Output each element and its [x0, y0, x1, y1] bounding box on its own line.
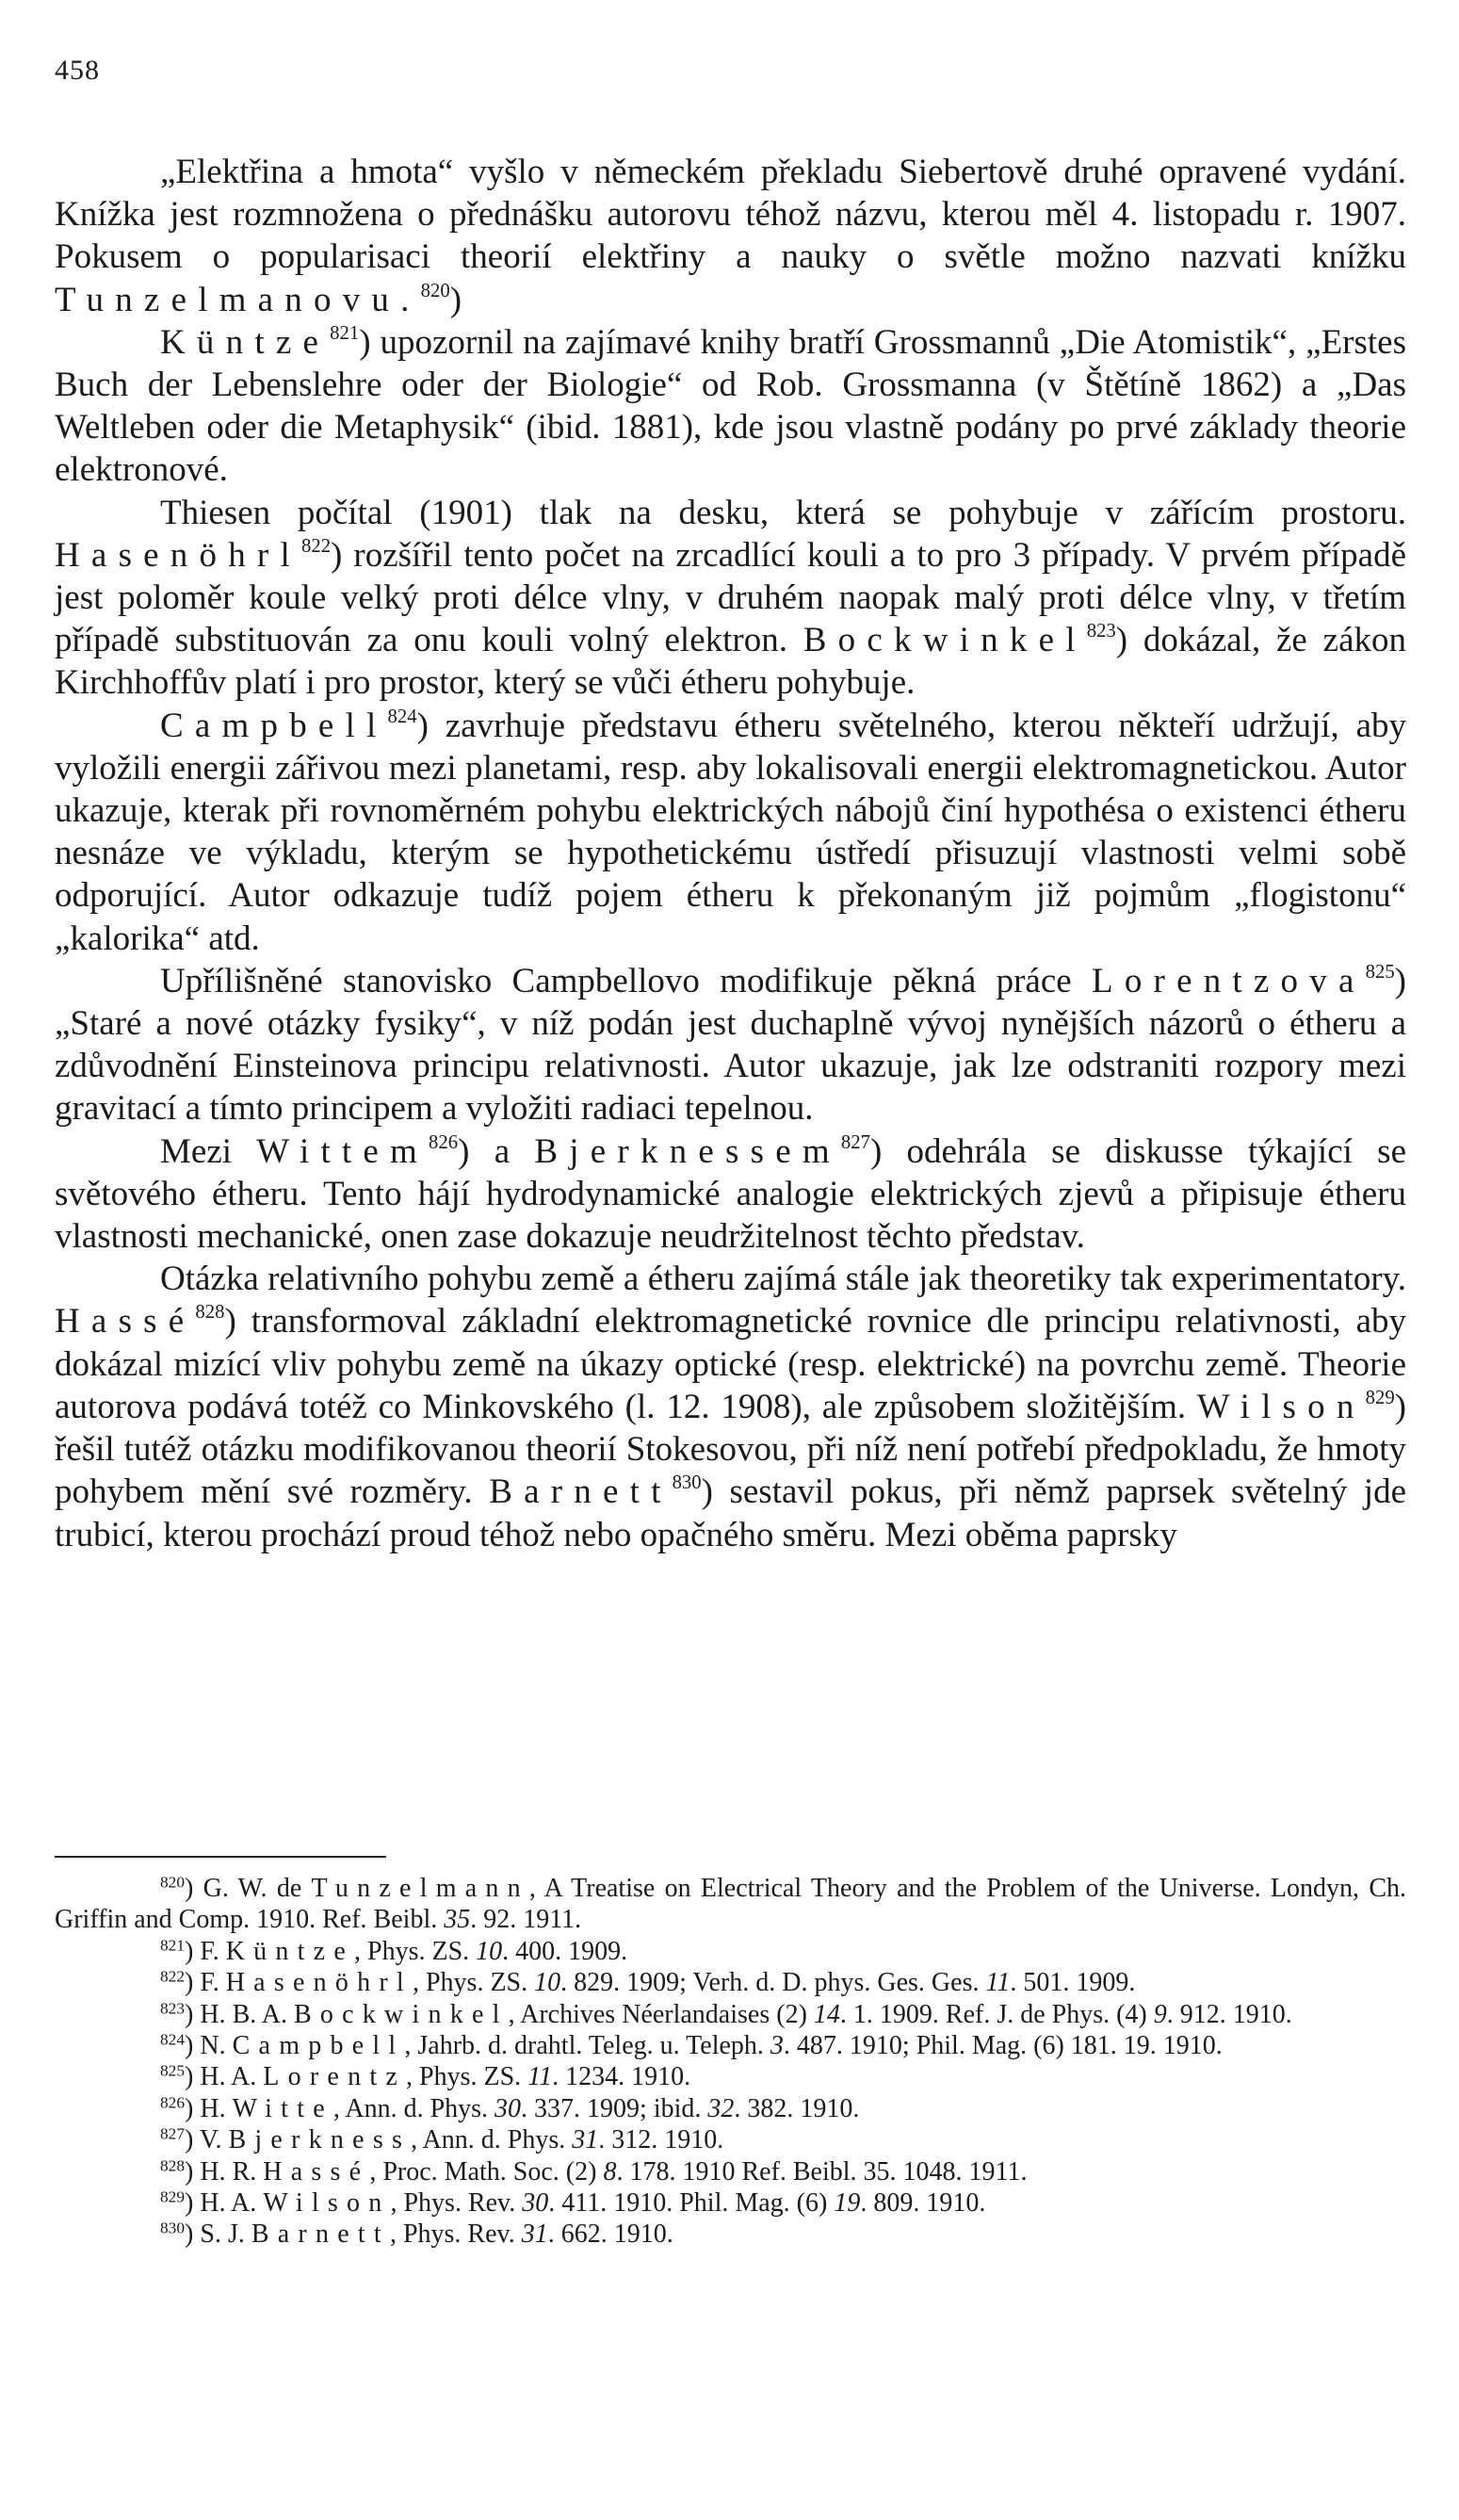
- footnote-paren: ): [185, 1874, 203, 1903]
- text-run: , Phys. Rev.: [390, 2188, 523, 2219]
- footnote-824: [55, 2030, 1406, 2061]
- text-run: . 809. 1910.: [860, 2188, 986, 2219]
- text-run: , Phys. ZS.: [406, 2062, 528, 2092]
- footnote-822: [55, 1967, 1406, 1998]
- text-run: . 912. 1910.: [1166, 1999, 1292, 2029]
- footnote-paren: ): [185, 2031, 201, 2061]
- spaced-author-name: Wilson: [263, 2188, 391, 2219]
- text-run: . 178. 1910 Ref. Beibl. 35. 1048. 1911.: [616, 2156, 1028, 2187]
- paragraph-p6: [55, 1130, 1406, 1259]
- footnote-ref: 822: [300, 535, 332, 557]
- paragraph-p4: [55, 705, 1406, 960]
- text-run: . 92. 1911.: [470, 1905, 582, 1935]
- footnote-ref: 829: [1365, 1387, 1395, 1408]
- text-run: ) řešil tutéž otázku modifikovanou theorií Stokesovou, při níž není potřebí předpokladu, že hmoty pohybem mění své rozměry.: [55, 1387, 1406, 1512]
- text-run: , A Treatise on Electrical Theory and the Problem of the Universe. Londyn, Ch. Griffin and Comp. 1910. Ref. Beibl.: [55, 1874, 1407, 1935]
- footnote-number: [160, 1874, 203, 1903]
- paragraph-p2: [55, 321, 1406, 492]
- text-run: ) transformoval základní elektromagnetické rovnice dle principu relativnosti, aby dokázal mizící vliv pohybu země na úkazy optické (resp. elektrické) na povrchu země. Theorie autorova podává totéž co Minkovského (l. 12. 1908), ale způsobem složitějším.: [55, 1302, 1406, 1426]
- text-run: , Phys. ZS.: [354, 1936, 477, 1966]
- text-run: . 662. 1910.: [547, 2219, 673, 2250]
- volume-number: 10: [476, 1936, 503, 1966]
- text-run: . 1234. 1910.: [552, 2062, 691, 2092]
- text-run: , Jahrb. d. drahtl. Teleg. u. Teleph.: [404, 2031, 770, 2061]
- text-run: , Archives Néerlandaises (2): [508, 1999, 814, 2029]
- text-run: G. W. de: [203, 1874, 312, 1903]
- footnote-number-sup: 820: [160, 1873, 186, 1892]
- volume-number: 11: [527, 2062, 553, 2092]
- text-run: . 337. 1909; ibid.: [521, 2093, 708, 2123]
- text-run: S. J.: [200, 2219, 251, 2250]
- volume-number: 3: [770, 2031, 784, 2061]
- text-run: . 501. 1909.: [1010, 1968, 1136, 1998]
- text-run: ) „Staré a nové otázky fysiky“, v níž podán jest duchaplně vývoj nynějších názorů o étheru a zdůvodnění Einsteinova principu relativnosti. Autor ukazuje, jak lze odstraniti rozpory mezi gravitací a tímto principem a vyložiti radiaci tepelnou.: [55, 961, 1406, 1129]
- text-run: . 1. 1909. Ref. J. de Phys. (4): [839, 1999, 1154, 2029]
- text-run: , Proc. Math. Soc. (2): [369, 2156, 604, 2187]
- footnote-829: [55, 2187, 1406, 2219]
- spaced-author-name: Hassé: [55, 1302, 196, 1341]
- spaced-author-name: Barnett: [251, 2219, 390, 2250]
- footnote-ref: 821: [330, 322, 360, 344]
- page-number: 458: [55, 55, 100, 86]
- volume-number: 31: [572, 2125, 599, 2155]
- spaced-author-name: Campbell: [160, 706, 388, 745]
- footnote-ref: 827: [840, 1131, 870, 1153]
- text-run: N.: [200, 2031, 233, 2061]
- footnote-number: [160, 2094, 200, 2123]
- footnote-823: [55, 1999, 1406, 2030]
- footnote-paren: ): [185, 2188, 201, 2219]
- spaced-author-name: Küntze: [160, 322, 331, 362]
- spaced-author-name: Witte: [232, 2093, 333, 2123]
- paragraph-p7: [55, 1258, 1406, 1555]
- text-run: Upřílišněné stanovisko Campbellovo modifikuje pěkná práce: [160, 961, 1093, 1000]
- volume-number: 10: [534, 1968, 561, 1998]
- text-run: ) a: [458, 1131, 535, 1171]
- volume-number: 11: [985, 1968, 1011, 1998]
- text-run: , Ann. d. Phys.: [332, 2093, 495, 2123]
- text-run: ) sestavil pokus, při němž paprsek světelný jde trubicí, kterou prochází proud téhož nebo opačného směru. Mezi oběma paprsky: [55, 1472, 1406, 1554]
- text-run: H. A.: [200, 2188, 264, 2219]
- footnote-number-sup: 821: [160, 1936, 186, 1955]
- footnote-ref: 826: [429, 1131, 459, 1153]
- text-run: V.: [199, 2125, 229, 2155]
- spaced-author-name: Hassé: [263, 2156, 370, 2187]
- footnote-ref: 830: [672, 1472, 702, 1494]
- spaced-author-name: Hasenöhrl: [55, 535, 301, 575]
- volume-number: 30: [494, 2093, 522, 2123]
- footnote-number: [160, 2125, 200, 2154]
- text-run: . 382. 1910.: [734, 2093, 860, 2123]
- spaced-author-name: Bjerkness: [228, 2125, 412, 2155]
- footnote-number-sup: 829: [160, 2187, 186, 2206]
- text-run: ) rozšířil tento počet na zrcadlící kouli a to pro 3 případy. V prvém případě jest poloměr koule velký proti délce vlny, v druhém naopak malý proti délce vlny, v třetím případě substituován za onu kouli volný elektron.: [55, 535, 1406, 660]
- footnote-number: [160, 1968, 200, 1997]
- footnote-820: [55, 1873, 1406, 1936]
- paragraph-p3: [55, 492, 1406, 705]
- text-run: . 411. 1910. Phil. Mag. (6): [548, 2188, 835, 2219]
- spaced-author-name: Tunzelmann: [311, 1874, 529, 1903]
- main-text: [55, 151, 1406, 1556]
- footnote-number: [160, 2031, 200, 2060]
- text-run: Mezi: [160, 1131, 257, 1171]
- footnote-821: [55, 1936, 1406, 1967]
- footnote-paren: ): [185, 2156, 201, 2187]
- spaced-author-name: Lorentz: [263, 2062, 407, 2092]
- volume-number: 9: [1153, 1999, 1167, 2029]
- spaced-author-name: Barnett: [489, 1472, 673, 1512]
- footnote-number-sup: 822: [160, 1967, 186, 1986]
- spaced-author-name: Bjerknessem: [534, 1131, 841, 1171]
- text-run: „Elektřina a hmota“ vyšlo v německém překladu Siebertově druhé opravené vydání. Knížka jest rozmnožena o přednášku autorovu téhož názvu, kterou měl 4. listopadu r. 1907. Pokusem o popularisaci theorií elektřiny a nauky o světle možno nazvati knížku: [55, 153, 1406, 277]
- footnote-number-sup: 824: [160, 2030, 186, 2049]
- footnote-ref: 820: [420, 280, 450, 301]
- text-run: , Ann. d. Phys.: [411, 2125, 573, 2155]
- volume-number: 32: [707, 2093, 735, 2123]
- footnote-826: [55, 2093, 1406, 2124]
- spaced-author-name: Bockwinkel: [802, 621, 1087, 660]
- text-run: . 312. 1910.: [598, 2125, 724, 2155]
- volume-number: 30: [522, 2188, 549, 2219]
- footnote-number: [160, 1937, 200, 1966]
- text-run: Otázka relativního pohybu země a étheru zajímá stále jak theoretiky tak experimentatory.: [160, 1260, 1406, 1299]
- footnote-number-sup: 825: [160, 2061, 186, 2080]
- footnote-825: [55, 2061, 1406, 2092]
- volume-number: 8: [603, 2156, 617, 2187]
- text-run: ) upozornil na zajímavé knihy bratří Grossmannů „Die Atomistik“, „Erstes Buch der Lebenslehre oder der Biologie“ od Rob. Grossmanna (v Štětíně 1862) a „Das Weltleben oder die Metaphysik“ (ibid. 1881), kde jsou vlastně podány po prvé základy theorie elektronové.: [55, 322, 1406, 490]
- footnote-paren: ): [185, 1936, 201, 1966]
- footnote-paren: ): [185, 1968, 201, 1998]
- text-run: H. B. A.: [200, 1999, 294, 2029]
- footnote-paren: ): [185, 2219, 201, 2250]
- spaced-author-name: Bockwinkel: [293, 1999, 509, 2029]
- footnote-828: [55, 2156, 1406, 2187]
- footnote-number-sup: 823: [160, 1999, 186, 2018]
- footnote-830: [55, 2219, 1406, 2250]
- footnote-number-sup: 828: [160, 2156, 186, 2175]
- text-run: , Phys. ZS.: [412, 1968, 535, 1998]
- footnote-ref: 825: [1365, 961, 1395, 983]
- text-run: . 829. 1909; Verh. d. D. phys. Ges. Ges.: [560, 1968, 986, 1998]
- footnote-number: [160, 2157, 200, 2187]
- footnote-ref: 828: [195, 1302, 225, 1324]
- text-run: ) odehrála se diskusse týkající se světového étheru. Tento hájí hydrodynamické analogie elektrických zjevů a připisuje étheru vlastnosti mechanické, onen zase dokazuje neudržitelnost těchto představ.: [55, 1131, 1406, 1257]
- text-run: H. R.: [200, 2156, 264, 2187]
- volume-number: 19: [834, 2188, 861, 2219]
- text-run: ) dokázal, že zákon Kirchhoffův platí i pro prostor, který se vůči étheru pohybuje.: [55, 621, 1406, 703]
- paragraph-p5: [55, 960, 1406, 1130]
- footnote-number-sup: 827: [160, 2124, 186, 2143]
- text-run: ) zavrhuje představu étheru světelného, kterou někteří udržují, aby vyložili energii zářivou mezi planetami, resp. aby lokalisovali energii elektromagnetickou. Autor ukazuje, kterak při rovnoměrném pohybu elektrických nábojů činí hypothésa o existenci étheru nesnáze ve výkladu, kterým se hypothetickému ústředí přisuzují vlastnosti velmi sobě odporující. Autor odkazuje tudíž pojem étheru k překonaným již pojmům „flogistonu“ „kalorika“ atd.: [55, 706, 1406, 958]
- footnote-827: [55, 2124, 1406, 2155]
- footnote-number: [160, 2188, 200, 2218]
- spaced-author-name: Hasenöhrl: [225, 1968, 413, 1998]
- footnote-paren: ): [185, 2125, 200, 2155]
- text-run: ): [449, 280, 462, 319]
- text-run: , Phys. Rev.: [389, 2219, 522, 2250]
- text-run: . 487. 1910; Phil. Mag. (6) 181. 19. 1910.: [783, 2031, 1223, 2061]
- spaced-author-name: Wilson: [1196, 1387, 1366, 1426]
- spaced-author-name: Lorentzova: [1092, 961, 1366, 1000]
- spaced-author-name: Campbell: [232, 2031, 405, 2061]
- footnote-number: [160, 2062, 200, 2091]
- text-run: H. A.: [200, 2062, 264, 2092]
- footnotes: [55, 1873, 1406, 2251]
- text-run: . 400. 1909.: [502, 1936, 628, 1966]
- footnote-paren: ): [185, 2062, 201, 2092]
- spaced-author-name: Wittem: [256, 1131, 430, 1171]
- volume-number: 31: [521, 2219, 548, 2250]
- text-run: F.: [200, 1968, 226, 1998]
- paragraph-p1: [55, 151, 1406, 321]
- text-run: F.: [200, 1936, 226, 1966]
- footnote-number: [160, 2000, 200, 2029]
- spaced-author-name: Küntze: [225, 1936, 355, 1966]
- footnote-number-sup: 826: [160, 2093, 186, 2112]
- text-run: Thiesen počítal (1901) tlak na desku, která se pohybuje v zářícím prostoru.: [160, 493, 1406, 532]
- footnote-number: [160, 2219, 200, 2249]
- spaced-author-name: Tunzelmanovu.: [55, 280, 421, 319]
- footnote-ref: 823: [1086, 621, 1116, 642]
- footnote-paren: ): [185, 1999, 201, 2029]
- footnote-paren: ): [185, 2093, 201, 2123]
- footnote-rule: [55, 1856, 386, 1858]
- footnote-number-sup: 830: [160, 2219, 186, 2237]
- footnote-ref: 824: [387, 706, 417, 727]
- text-run: H.: [200, 2093, 233, 2123]
- volume-number: 35: [444, 1905, 471, 1935]
- volume-number: 14: [813, 1999, 840, 2029]
